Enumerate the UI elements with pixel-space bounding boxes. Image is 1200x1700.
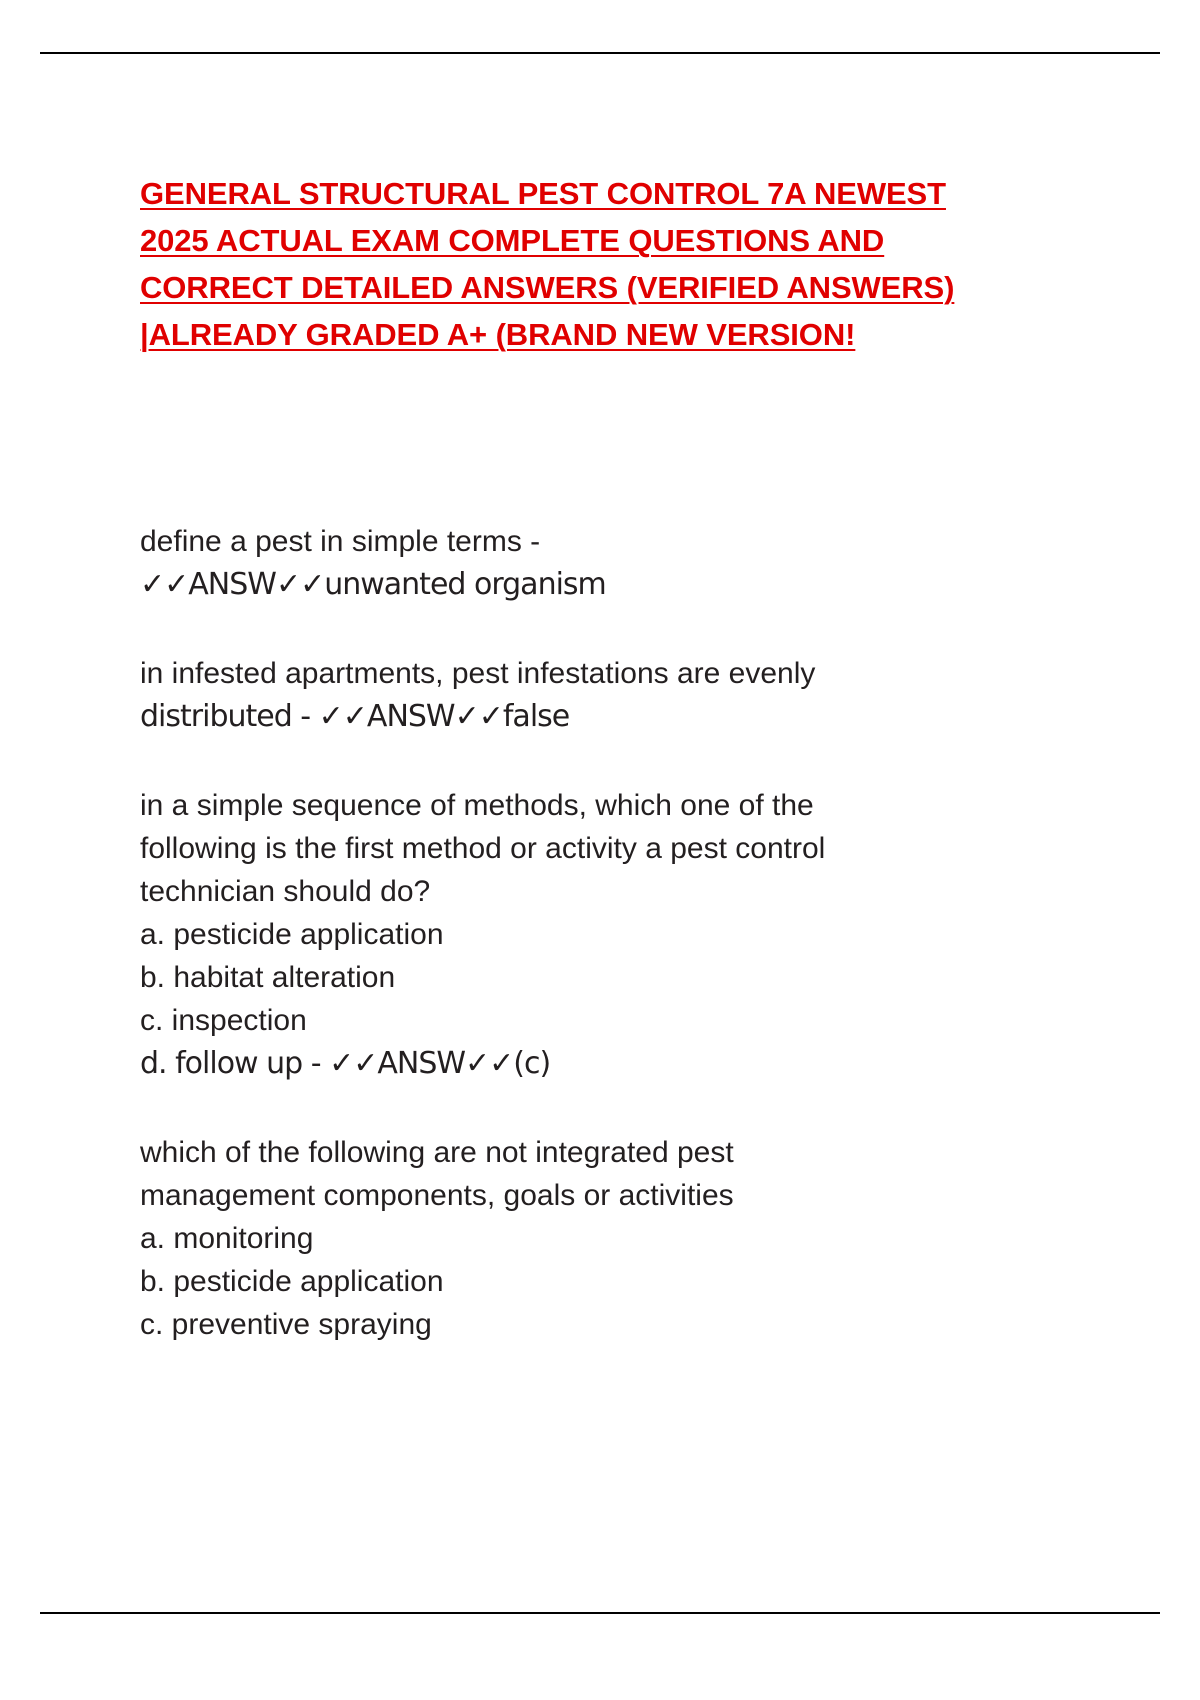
- qa-item: [140, 1131, 1060, 1346]
- page-title-line-2: 2025 ACTUAL EXAM COMPLETE QUESTIONS AND: [140, 223, 885, 258]
- qa-line: which of the following are not integrated pest: [140, 1136, 734, 1169]
- qa-line-answer: ✓✓ANSW✓✓unwanted organism: [140, 567, 606, 602]
- qa-line: technician should do?: [140, 875, 431, 908]
- qa-line: in infested apartments, pest infestations are evenly: [140, 657, 816, 690]
- title-body-spacer: [140, 358, 1060, 520]
- qa-item-text: [140, 1131, 1060, 1346]
- qa-item-text: [140, 784, 1060, 1085]
- qa-option: b. habitat alteration: [140, 961, 396, 994]
- qa-option: b. pesticide application: [140, 1265, 444, 1298]
- qa-line-answer: d. follow up - ✓✓ANSW✓✓(c): [140, 1046, 551, 1081]
- qa-item-text: [140, 520, 1060, 606]
- qa-item: [140, 652, 1060, 738]
- qa-item: [140, 520, 1060, 606]
- page-title-line-3: CORRECT DETAILED ANSWERS (VERIFIED ANSWERS): [140, 270, 955, 305]
- qa-line: in a simple sequence of methods, which one of the: [140, 789, 814, 822]
- qa-line: following is the first method or activity a pest control: [140, 832, 826, 865]
- page-title-line-1: GENERAL STRUCTURAL PEST CONTROL 7A NEWEST: [140, 176, 946, 211]
- qa-option: a. monitoring: [140, 1222, 314, 1255]
- qa-item-text: [140, 652, 1060, 738]
- qa-option: c. preventive spraying: [140, 1308, 432, 1341]
- page-title-line-4: |ALREADY GRADED A+ (BRAND NEW VERSION!: [140, 317, 856, 352]
- qa-list: [140, 520, 1060, 1346]
- qa-line: define a pest in simple terms -: [140, 525, 541, 558]
- footer-divider: [40, 1612, 1160, 1614]
- qa-line: management components, goals or activities: [140, 1179, 734, 1212]
- qa-option: a. pesticide application: [140, 918, 444, 951]
- page-title: [140, 170, 1000, 358]
- qa-option: c. inspection: [140, 1004, 307, 1037]
- qa-line-answer: distributed - ✓✓ANSW✓✓false: [140, 699, 570, 734]
- qa-item: [140, 784, 1060, 1085]
- document-content: [140, 170, 1060, 1392]
- header-divider: [40, 52, 1160, 54]
